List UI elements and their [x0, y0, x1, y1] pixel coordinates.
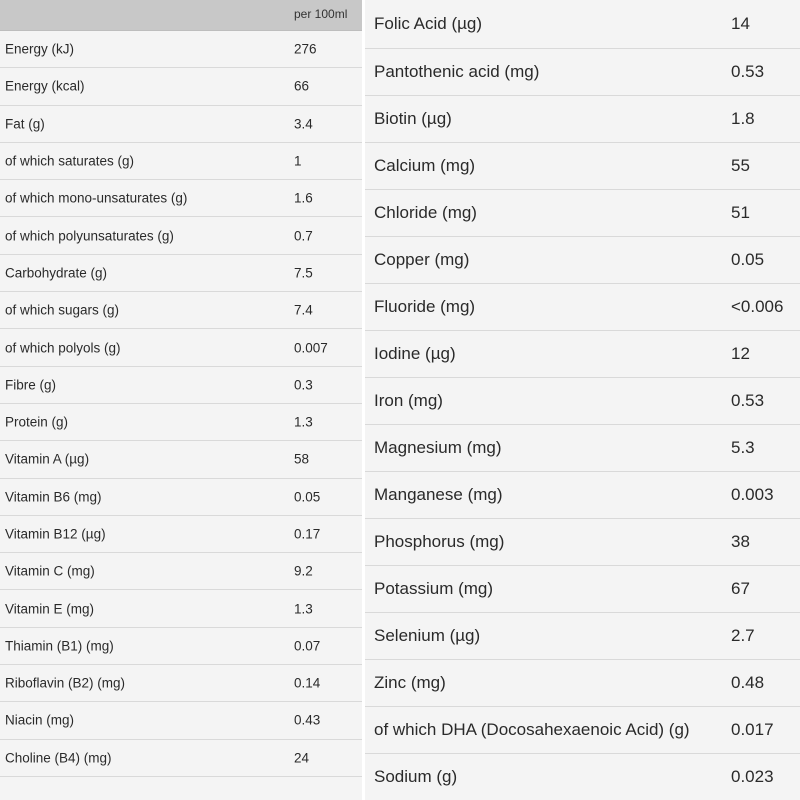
nutrient-value: 58	[294, 451, 310, 467]
nutrient-value: 2.7	[731, 626, 755, 645]
table-row	[0, 590, 362, 627]
table-row	[365, 613, 800, 660]
nutrient-name: Calcium (mg)	[374, 156, 476, 175]
nutrient-value: 1	[294, 153, 302, 169]
nutrient-name: Zinc (mg)	[374, 673, 446, 692]
nutrient-name: of which sugars (g)	[5, 302, 120, 318]
table-row	[0, 68, 362, 105]
table-row	[0, 292, 362, 329]
nutrient-value: 38	[731, 532, 750, 551]
nutrient-name: Vitamin C (mg)	[5, 563, 95, 579]
nutrient-name: Selenium (µg)	[374, 626, 481, 645]
nutrient-value: 0.007	[294, 340, 328, 356]
table-row	[365, 237, 800, 284]
nutrient-value: 0.003	[731, 485, 774, 504]
right-table-body	[365, 0, 800, 800]
table-row	[0, 367, 362, 404]
left-nutrition-table	[0, 0, 362, 800]
nutrient-name: Iron (mg)	[374, 391, 443, 410]
table-row	[0, 31, 362, 68]
nutrient-value: <0.006	[731, 297, 784, 316]
nutrient-name: Carbohydrate (g)	[5, 265, 108, 281]
nutrient-value: 1.3	[294, 414, 313, 430]
nutrient-name: Vitamin A (µg)	[5, 451, 90, 467]
nutrient-name: of which mono-unsaturates (g)	[5, 190, 188, 206]
nutrient-value: 7.4	[294, 302, 313, 318]
nutrient-value: 0.07	[294, 638, 321, 654]
table-row	[0, 143, 362, 180]
table-row	[365, 472, 800, 519]
nutrient-value: 51	[731, 203, 750, 222]
table-row	[365, 425, 800, 472]
nutrient-name: Riboflavin (B2) (mg)	[5, 675, 126, 691]
table-row	[0, 479, 362, 516]
nutrient-value: 0.023	[731, 767, 774, 786]
nutrient-name: Copper (mg)	[374, 250, 470, 269]
nutrient-name: Phosphorus (mg)	[374, 532, 505, 551]
table-row	[365, 754, 800, 800]
nutrient-value: 3.4	[294, 116, 313, 132]
table-row	[0, 553, 362, 590]
table-row	[365, 96, 800, 143]
table-row	[365, 566, 800, 613]
nutrient-name: Iodine (µg)	[374, 344, 456, 363]
nutrient-name: Folic Acid (µg)	[374, 14, 483, 33]
nutrient-value: 0.53	[731, 391, 765, 410]
nutrient-name: of which polyunsaturates (g)	[5, 228, 174, 244]
nutrient-name: Energy (kcal)	[5, 78, 85, 94]
nutrient-value: 9.2	[294, 563, 313, 579]
table-row	[0, 702, 362, 739]
nutrient-value: 12	[731, 344, 750, 363]
nutrient-value: 1.8	[731, 109, 755, 128]
nutrient-name: Vitamin B6 (mg)	[5, 489, 102, 505]
nutrient-value: 24	[294, 750, 310, 766]
table-row	[365, 49, 800, 96]
nutrient-name: Niacin (mg)	[5, 712, 75, 728]
nutrient-name: Sodium (g)	[374, 767, 458, 786]
nutrient-name: Fat (g)	[5, 116, 45, 132]
nutrient-value: 66	[294, 78, 310, 94]
nutrient-value: 0.3	[294, 377, 313, 393]
nutrient-value: 67	[731, 579, 750, 598]
table-row	[365, 284, 800, 331]
nutrient-value: 7.5	[294, 265, 313, 281]
table-row	[365, 0, 800, 49]
nutrient-name: Protein (g)	[5, 414, 69, 430]
table-row	[365, 707, 800, 754]
table-row	[0, 217, 362, 254]
nutrient-value: 0.05	[294, 489, 321, 505]
table-row	[365, 660, 800, 707]
nutrient-value: 0.48	[731, 673, 765, 692]
nutrient-name: of which DHA (Docosahexaenoic Acid) (g)	[374, 720, 690, 739]
table-row	[0, 665, 362, 702]
nutrient-value: 1.3	[294, 601, 313, 617]
nutrient-value: 0.7	[294, 228, 313, 244]
per-100ml-header: per 100ml	[294, 7, 348, 21]
table-row	[0, 441, 362, 478]
nutrient-name: Potassium (mg)	[374, 579, 494, 598]
nutrient-name: Vitamin B12 (µg)	[5, 526, 106, 542]
nutrient-value: 0.17	[294, 526, 321, 542]
table-row	[365, 190, 800, 237]
left-table-body	[0, 31, 362, 777]
nutrient-value: 0.017	[731, 720, 774, 739]
nutrient-name: Fibre (g)	[5, 377, 57, 393]
nutrient-value: 1.6	[294, 190, 313, 206]
table-row	[365, 378, 800, 425]
table-row	[365, 519, 800, 566]
table-row	[365, 143, 800, 190]
nutrient-value: 14	[731, 14, 750, 33]
nutrient-name: Thiamin (B1) (mg)	[5, 638, 114, 654]
table-row	[0, 106, 362, 143]
nutrient-value: 0.05	[731, 250, 765, 269]
table-row	[0, 180, 362, 217]
table-row	[0, 404, 362, 441]
nutrient-value: 5.3	[731, 438, 755, 457]
nutrient-name: Chloride (mg)	[374, 203, 477, 222]
nutrient-name: Biotin (µg)	[374, 109, 452, 128]
nutrient-name: Manganese (mg)	[374, 485, 503, 504]
table-row	[0, 516, 362, 553]
nutrient-name: Choline (B4) (mg)	[5, 750, 112, 766]
nutrient-name: of which polyols (g)	[5, 340, 121, 356]
table-row	[0, 255, 362, 292]
right-nutrition-table	[365, 0, 800, 800]
nutrient-name: Pantothenic acid (mg)	[374, 62, 540, 81]
nutrient-name: Magnesium (mg)	[374, 438, 502, 457]
nutrient-name: Vitamin E (mg)	[5, 601, 95, 617]
nutrient-value: 0.14	[294, 675, 321, 691]
table-row	[0, 329, 362, 366]
nutrient-value: 0.43	[294, 712, 321, 728]
left-table-header	[0, 0, 362, 31]
nutrient-value: 55	[731, 156, 750, 175]
nutrient-value: 276	[294, 41, 317, 57]
nutrient-value: 0.53	[731, 62, 765, 81]
table-row	[0, 628, 362, 665]
nutrient-name: Energy (kJ)	[5, 41, 75, 57]
table-row	[365, 331, 800, 378]
nutrient-name: Fluoride (mg)	[374, 297, 476, 316]
nutrient-name: of which saturates (g)	[5, 153, 135, 169]
table-row	[0, 740, 362, 777]
